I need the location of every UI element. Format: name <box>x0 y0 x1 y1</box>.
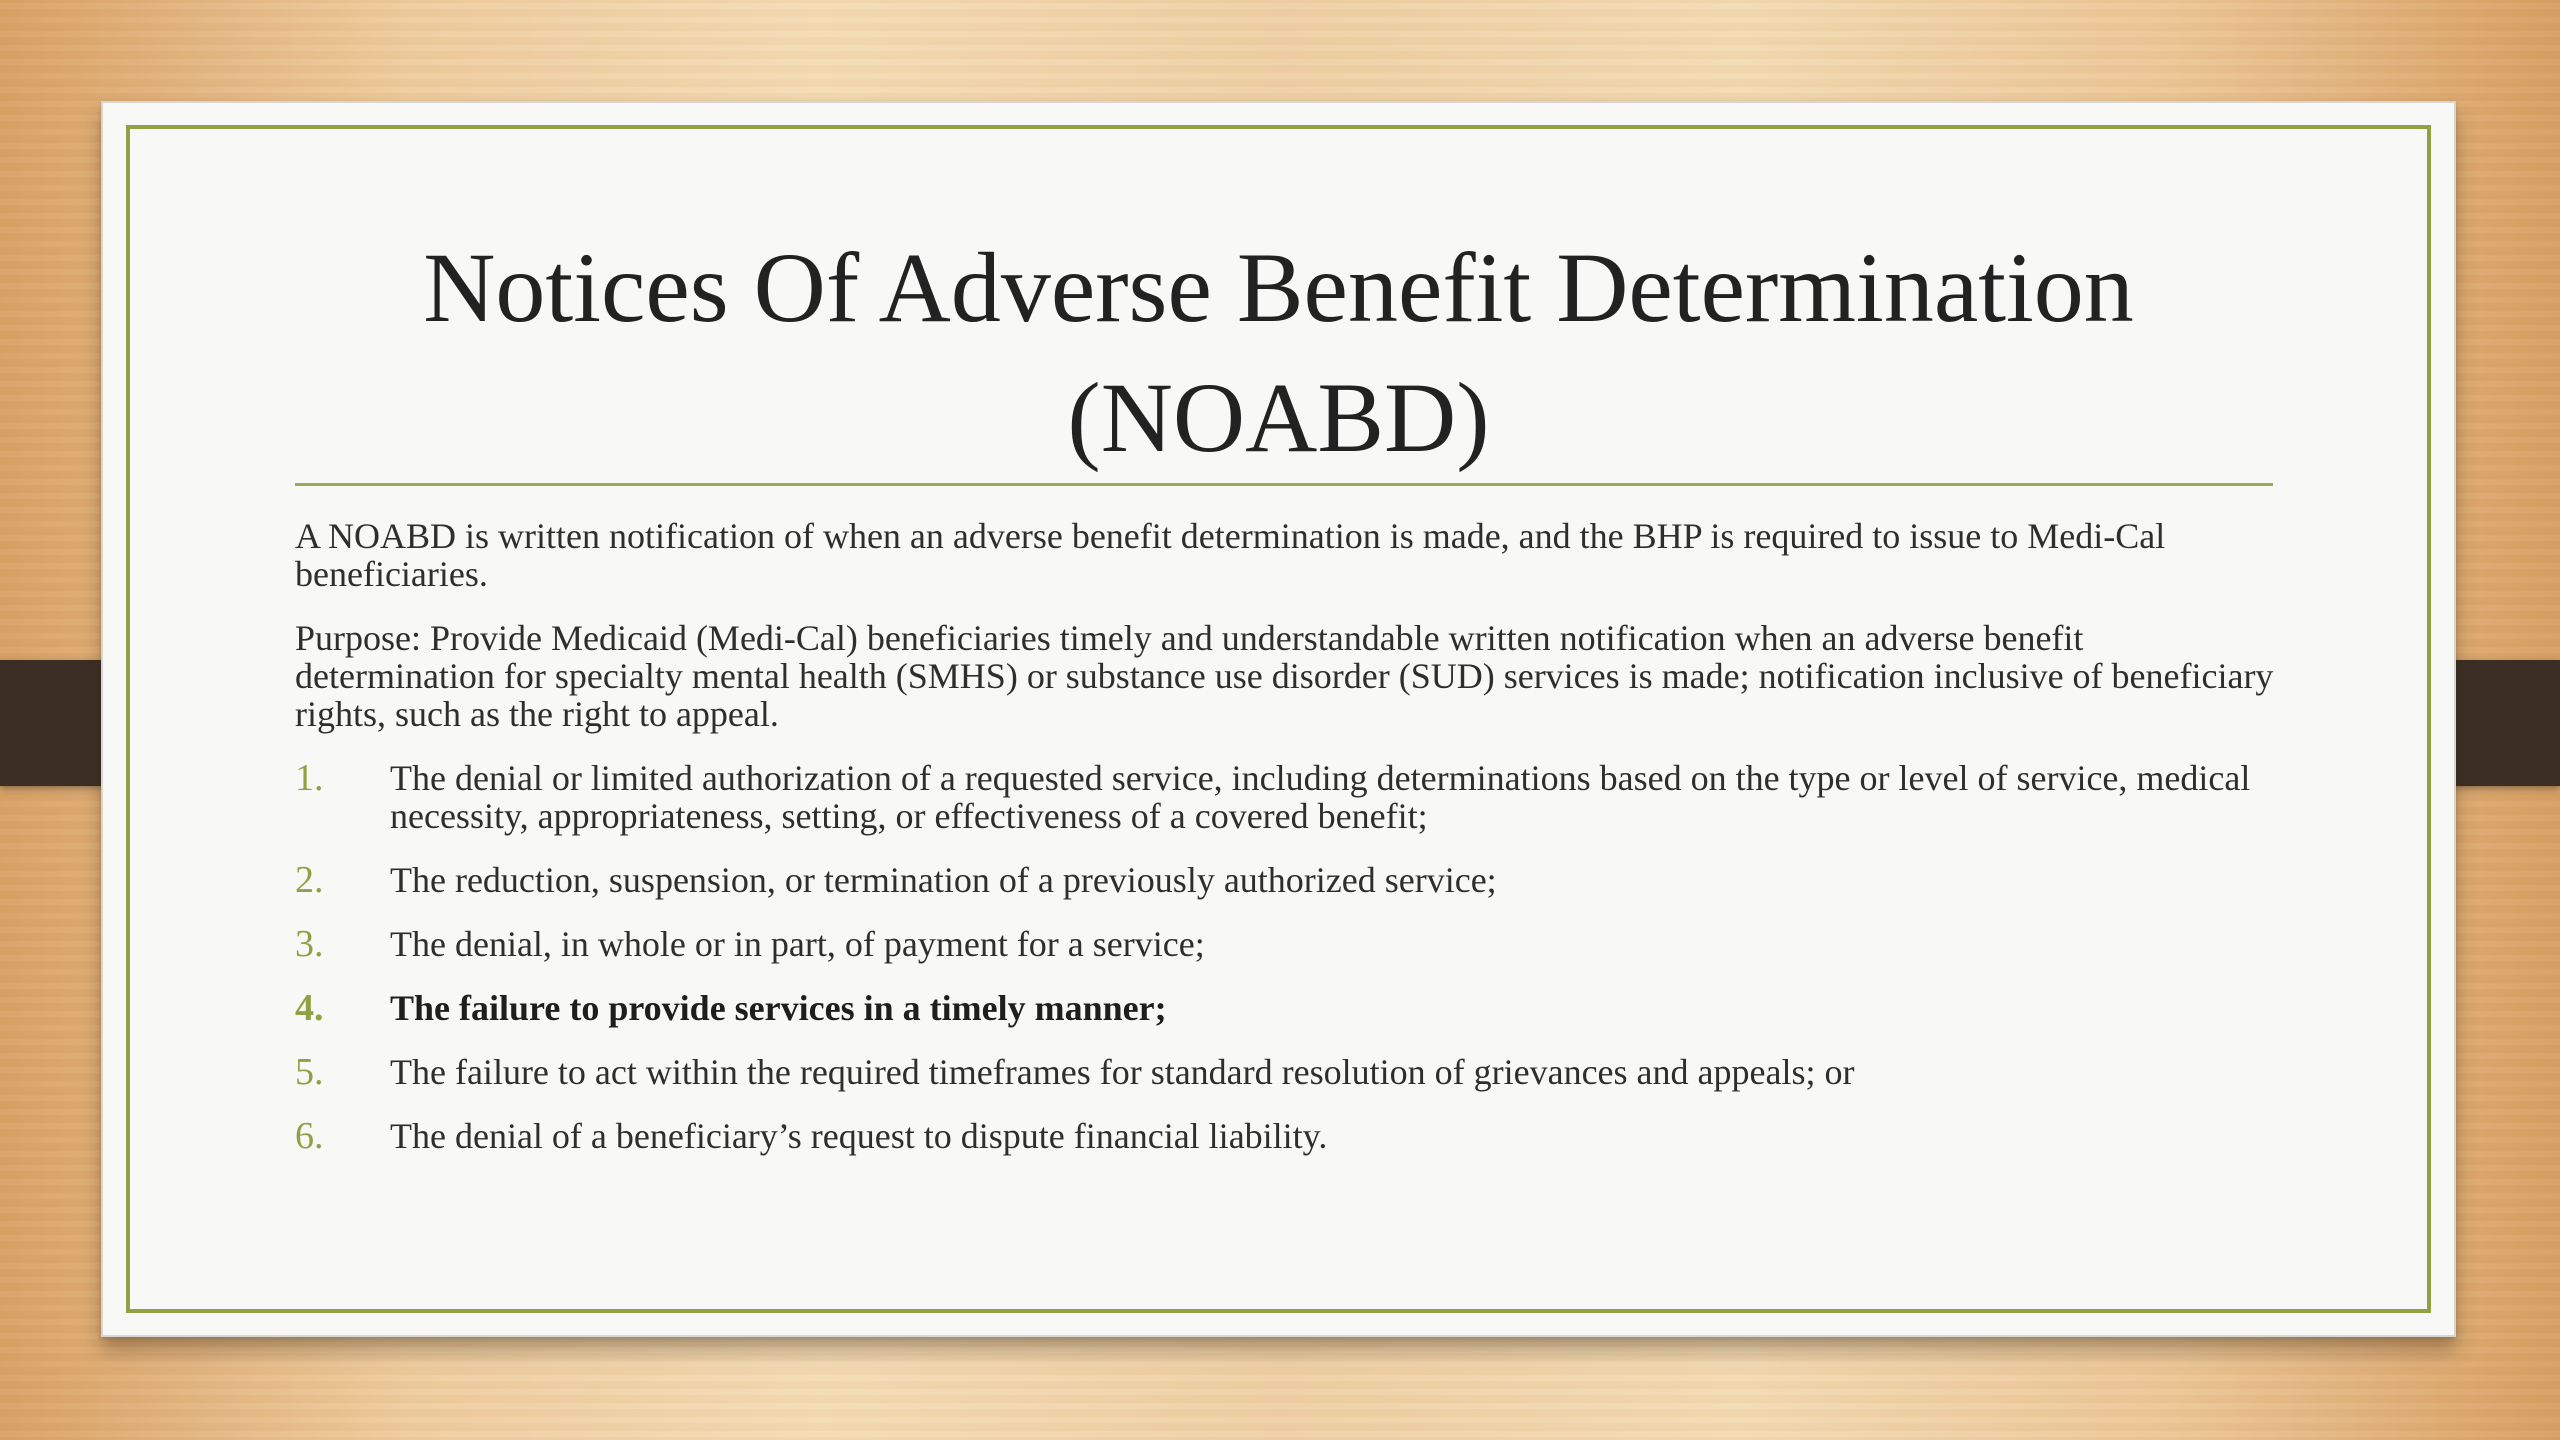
list-item-text: The denial of a beneficiary’s request to dispute financial liability. <box>390 1116 1328 1156</box>
list-item <box>295 925 2275 963</box>
list-item-number: 5. <box>295 1051 324 1093</box>
list-item <box>295 759 2275 835</box>
list-item-text: The failure to provide services in a timely manner; <box>390 988 1167 1028</box>
list-item-text: The denial, in whole or in part, of payment for a service; <box>390 924 1205 964</box>
list-item-number: 6. <box>295 1115 324 1157</box>
list-item-number: 1. <box>295 757 324 799</box>
list-item <box>295 1117 2275 1155</box>
list-item-number: 3. <box>295 923 324 965</box>
slide-title-line1: Notices Of Adverse Benefit Determination <box>423 232 2134 343</box>
list-item <box>295 861 2275 899</box>
list-item-text: The failure to act within the required timeframes for standard resolution of grievances and appeals; or <box>390 1052 1855 1092</box>
purpose-paragraph: Purpose: Provide Medicaid (Medi-Cal) beneficiaries timely and understandable written notification when an adverse benefit determination for specialty mental health (SMHS) or substance use disorder (SUD) services is made; notification inclusive of beneficiary rights, such as the right to appeal. <box>295 618 2274 734</box>
list-item-number: 4. <box>295 987 324 1029</box>
title-divider <box>295 483 2273 486</box>
list-item-number: 2. <box>295 859 324 901</box>
slide-body <box>295 517 2275 1181</box>
list-item <box>295 1053 2275 1091</box>
intro-paragraph: A NOABD is written notification of when an adverse benefit determination is made, and the BHP is required to issue to Medi-Cal beneficiaries. <box>295 516 2166 594</box>
list-item-text: The reduction, suspension, or termination of a previously authorized service; <box>390 860 1497 900</box>
slide-title-line2: (NOABD) <box>1067 362 1490 473</box>
determination-list <box>295 759 2275 1155</box>
list-item-text: The denial or limited authorization of a requested service, including determinations based on the type or level of service, medical necessity, appropriateness, setting, or effectiveness of a covered benefit; <box>390 758 2251 836</box>
slide <box>101 101 2456 1337</box>
slide-title <box>103 223 2454 483</box>
list-item-highlighted <box>295 989 2275 1027</box>
